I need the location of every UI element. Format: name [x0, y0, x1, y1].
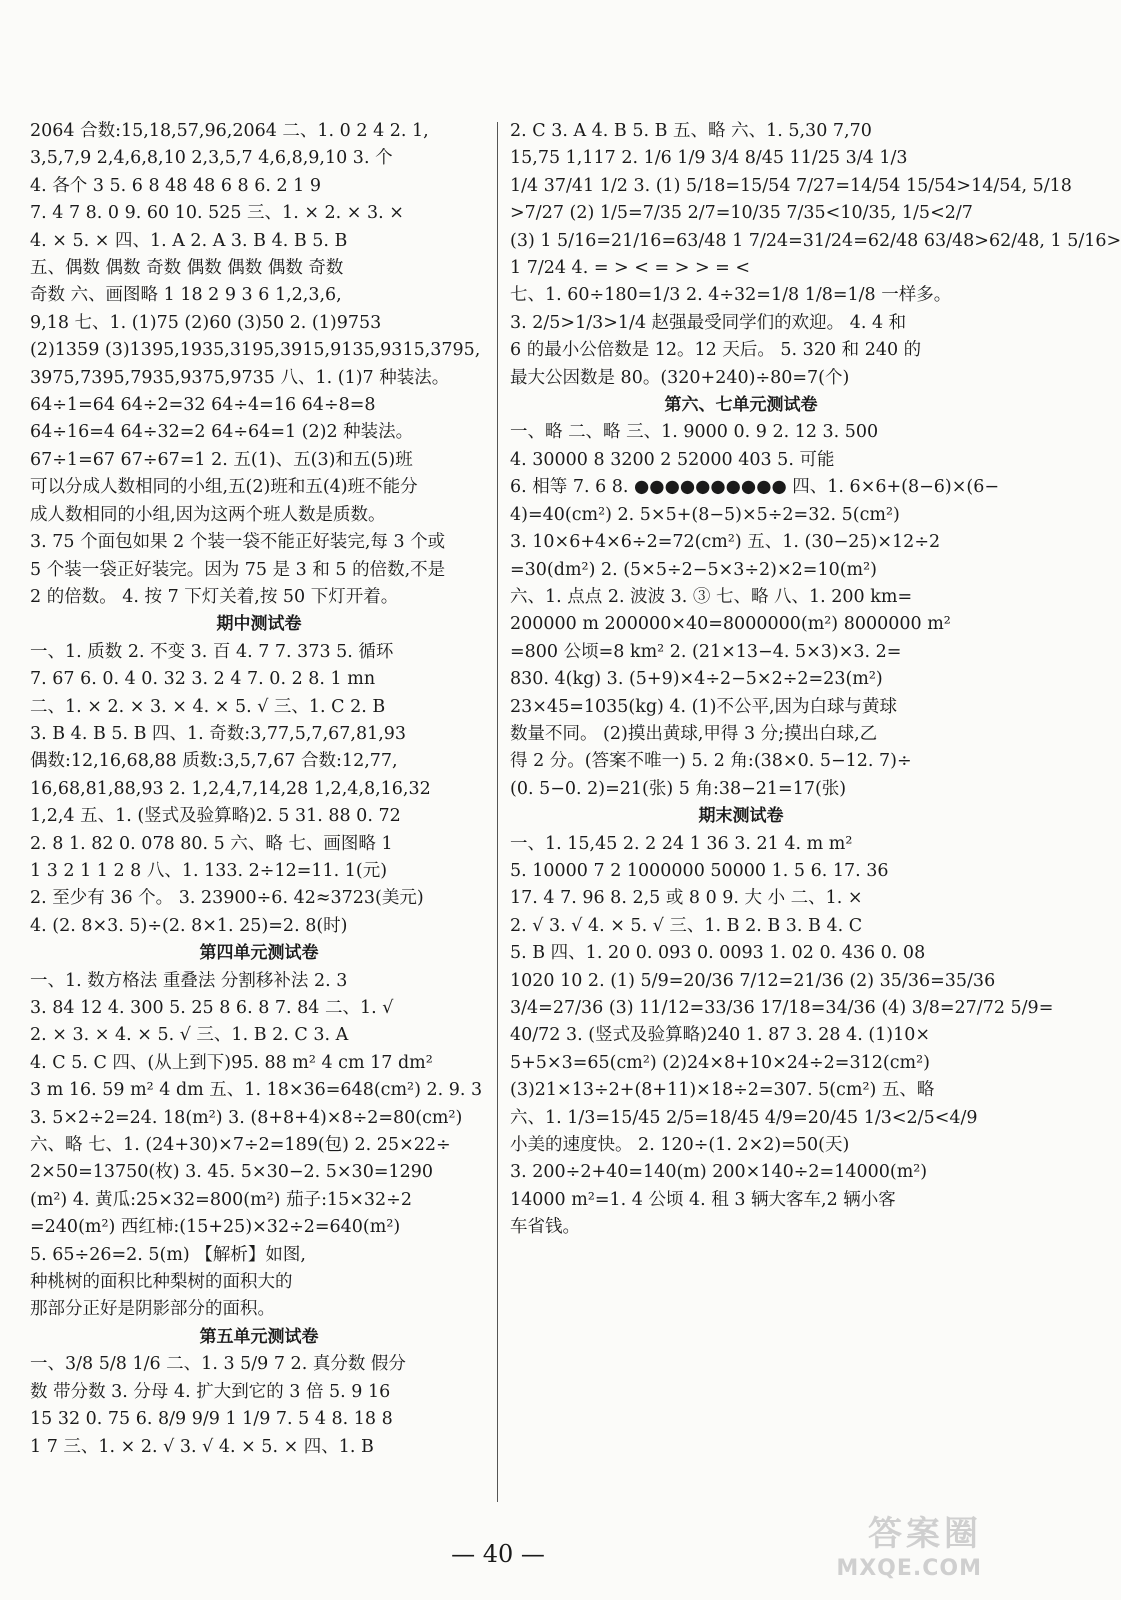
answer-line: 车省钱。: [510, 1217, 580, 1238]
answer-line: 奇数 六、画图略 1 18 2 9 3 6 1,2,3,6,: [30, 285, 342, 306]
answer-line: 7. 4 7 8. 0 9. 60 10. 525 三、1. × 2. × 3. ×: [30, 203, 404, 224]
answer-line: 一、1. 数方格法 重叠法 分割移补法 2. 3: [30, 970, 348, 991]
answer-line: 3. 5×2÷2=24. 18(m²) 3. (8+8+4)×8÷2=80(cm²): [30, 1107, 463, 1128]
answer-line: 830. 4(kg) 3. (5+9)×4÷2−5×2÷2=23(m²): [510, 669, 883, 690]
answer-line: 9,18 七、1. (1)75 (2)60 (3)50 2. (1)9753: [30, 312, 382, 333]
answer-line: 4. × 5. × 四、1. A 2. A 3. B 4. B 5. B: [30, 230, 348, 251]
answer-line: (0. 5−0. 2)=21(张) 5 角:38−21=17(张): [510, 778, 847, 799]
answer-line: 3/4=27/36 (3) 11/12=33/36 17/18=34/36 (4) 3/8=27/72 5/9=: [510, 998, 1054, 1018]
section-heading: 第四单元测试卷: [199, 943, 319, 964]
answer-line: 一、1. 15,45 2. 2 24 1 36 3. 21 4. m m²: [510, 833, 853, 854]
answer-line: 六、1. 点点 2. 波波 3. ③ 七、略 八、1. 200 km=: [510, 586, 913, 607]
answer-line: 最大公因数是 80。(320+240)÷80=7(个): [510, 367, 850, 388]
answer-line: 一、3/8 5/8 1/6 二、1. 3 5/9 7 2. 真分数 假分: [30, 1354, 406, 1375]
section-heading: 第五单元测试卷: [199, 1326, 319, 1347]
answer-line: 64÷16=4 64÷32=2 64÷64=1 (2)2 种装法。: [30, 422, 414, 443]
answer-line: 一、1. 质数 2. 不变 3. 百 4. 7 7. 373 5. 循环: [30, 641, 394, 662]
answer-line: 3. 200÷2+40=140(m) 200×140÷2=14000(m²): [510, 1162, 928, 1183]
answer-line: (3) 1 5/16=21/16=63/48 1 7/24=31/24=62/48 63/48>62/48, 1 5/16>: [510, 230, 1121, 251]
answer-line: 200000 m 200000×40=8000000(m²) 8000000 m²: [510, 614, 951, 635]
column-divider: [497, 122, 498, 1502]
answer-line: (2)1359 (3)1395,1935,3195,3915,9135,9315,3795,: [30, 340, 481, 361]
answer-line: 1020 10 2. (1) 5/9=20/36 7/12=21/36 (2) 35/36=35/36: [510, 970, 996, 991]
answer-line: 7. 67 6. 0. 4 0. 32 3. 2 4 7. 0. 2 8. 1 mn: [30, 669, 376, 690]
answer-line: 15,75 1,117 2. 1/6 1/9 3/4 8/45 11/25 3/4 1/3: [510, 148, 908, 169]
section-heading: 第六、七单元测试卷: [664, 395, 818, 416]
answer-line: 那部分正好是阴影部分的面积。: [30, 1299, 275, 1320]
answer-line: 3. B 4. B 5. B 四、1. 奇数:3,77,5,7,67,81,93: [30, 723, 407, 744]
left-answer-column: [30, 118, 488, 1461]
watermark-url: MXQE.COM: [836, 1556, 982, 1581]
answer-line: 种桃树的面积比种梨树的面积大的: [30, 1272, 293, 1293]
answer-line: 4. (2. 8×3. 5)÷(2. 8×1. 25)=2. 8(时): [30, 915, 348, 936]
answer-line: 17. 4 7. 96 8. 2,5 或 8 0 9. 大 小 二、1. ×: [510, 888, 863, 909]
answer-line: 1 3 2 1 1 2 8 八、1. 133. 2÷12=11. 1(元): [30, 860, 388, 881]
answer-line: 1,2,4 五、1. (竖式及验算略)2. 5 31. 88 0. 72: [30, 806, 401, 827]
page-number: — 40 —: [451, 1540, 545, 1568]
answer-line: 3. 75 个面包如果 2 个装一袋不能正好装完,每 3 个或: [30, 532, 446, 553]
answer-line: 15 32 0. 75 6. 8/9 9/9 1 1/9 7. 5 4 8. 18 8: [30, 1409, 393, 1430]
answer-line: 3,5,7,9 2,4,6,8,10 2,3,5,7 4,6,8,9,10 3. 个: [30, 148, 393, 169]
answer-line: 5. 65÷26=2. 5(m) 【解析】如图,: [30, 1244, 306, 1265]
answer-line: 一、略 二、略 三、1. 9000 0. 9 2. 12 3. 500: [510, 422, 879, 443]
answer-line: 2. C 3. A 4. B 5. B 五、略 六、1. 5,30 7,70: [510, 121, 872, 141]
watermark-logo-text: 答案圈: [868, 1514, 982, 1554]
answer-line: 七、1. 60÷180=1/3 2. 4÷32=1/8 1/8=1/8 一样多。: [510, 285, 952, 306]
answer-line: 1 7/24 4. = > < = > > = <: [510, 258, 751, 279]
answer-line: (m²) 4. 黄瓜:25×32=800(m²) 茄子:15×32÷2: [30, 1189, 412, 1210]
answer-line: 1 7 三、1. × 2. √ 3. √ 4. × 5. × 四、1. B: [30, 1436, 374, 1457]
answer-line: 67÷1=67 67÷67=1 2. 五(1)、五(3)和五(5)班: [30, 449, 413, 470]
answer-line: 2064 合数:15,18,57,96,2064 二、1. 0 2 4 2. 1,: [30, 121, 429, 141]
right-answer-column: [510, 118, 1121, 1242]
answer-line: 数 带分数 3. 分母 4. 扩大到它的 3 倍 5. 9 16: [30, 1381, 391, 1402]
answer-line: 5 个装一袋正好装完。因为 75 是 3 和 5 的倍数,不是: [30, 559, 446, 580]
answer-line: 2×50=13750(枚) 3. 45. 5×30−2. 5×30=1290: [30, 1162, 434, 1183]
answer-line: 16,68,81,88,93 2. 1,2,4,7,14,28 1,2,4,8,16,32: [30, 778, 431, 799]
answer-line: 数量不同。 (2)摸出黄球,甲得 3 分;摸出白球,乙: [510, 723, 878, 744]
answer-line: 5. 10000 7 2 1000000 50000 1. 5 6. 17. 36: [510, 860, 889, 881]
answer-line: 2. × 3. × 4. × 5. √ 三、1. B 2. C 3. A: [30, 1025, 349, 1046]
answer-line: 3975,7395,7935,9375,9735 八、1. (1)7 种装法。: [30, 367, 450, 388]
answer-line: 3. 10×6+4×6÷2=72(cm²) 五、1. (30−25)×12÷2: [510, 532, 941, 553]
answer-line: 64÷1=64 64÷2=32 64÷4=16 64÷8=8: [30, 395, 376, 416]
answer-line: 2. 至少有 36 个。 3. 23900÷6. 42≈3723(美元): [30, 888, 424, 909]
answer-line: (3)21×13÷2+(8+11)×18÷2=307. 5(cm²) 五、略: [510, 1080, 935, 1101]
answer-line: 2. √ 3. √ 4. × 5. √ 三、1. B 2. B 3. B 4. C: [510, 915, 863, 936]
answer-line: 二、1. × 2. × 3. × 4. × 5. √ 三、1. C 2. B: [30, 696, 386, 717]
answer-line: 4. C 5. C 四、(从上到下)95. 88 m² 4 cm 17 dm²: [30, 1052, 433, 1073]
answer-line: 4)=40(cm²) 2. 5×5+(8−5)×5÷2=32. 5(cm²): [510, 504, 900, 525]
answer-line: 可以分成人数相同的小组,五(2)班和五(4)班不能分: [30, 477, 418, 498]
answer-line: 偶数:12,16,68,88 质数:3,5,7,67 合数:12,77,: [30, 751, 398, 772]
answer-line: 23×45=1035(kg) 4. (1)不公平,因为白球与黄球: [510, 696, 898, 717]
site-watermark: [782, 1512, 982, 1592]
answer-line: 4. 30000 8 3200 2 52000 403 5. 可能: [510, 449, 835, 470]
answer-line: 成人数相同的小组,因为这两个班人数是质数。: [30, 504, 386, 525]
answer-line: 3. 84 12 4. 300 5. 25 8 6. 8 7. 84 二、1. √: [30, 998, 394, 1018]
answer-line: 14000 m²=1. 4 公顷 4. 租 3 辆大客车,2 辆小客: [510, 1189, 896, 1210]
answer-line: =30(dm²) 2. (5×5÷2−5×3÷2)×2=10(m²): [510, 559, 877, 580]
answer-line: 5+5×3=65(cm²) (2)24×8+10×24÷2=312(cm²): [510, 1052, 930, 1073]
answer-line: 五、偶数 偶数 奇数 偶数 偶数 偶数 奇数: [30, 258, 344, 279]
section-heading: 期末测试卷: [698, 806, 784, 827]
answer-line: 6 的最小公倍数是 12。12 天后。 5. 320 和 240 的: [510, 340, 922, 361]
answer-line: 2. 8 1. 82 0. 078 80. 5 六、略 七、画图略 1: [30, 833, 393, 854]
section-heading: 期中测试卷: [216, 614, 302, 635]
answer-line: >7/27 (2) 1/5=7/35 2/7=10/35 7/35<10/35, 1/5<2/7: [510, 203, 973, 224]
answer-line: 2 的倍数。 4. 按 7 下灯关着,按 50 下灯开着。: [30, 586, 399, 607]
answer-line: =800 公顷=8 km² 2. (21×13−4. 5×3)×3. 2=: [510, 641, 902, 662]
answer-line: 得 2 分。(答案不唯一) 5. 2 角:(38×0. 5−12. 7)÷: [510, 751, 912, 772]
answer-line: 3. 2/5>1/3>1/4 赵强最受同学们的欢迎。 4. 4 和: [510, 312, 907, 333]
answer-line: 1/4 37/41 1/2 3. (1) 5/18=15/54 7/27=14/54 15/54>14/54, 5/18: [510, 175, 1072, 196]
answer-line: 六、略 七、1. (24+30)×7÷2=189(包) 2. 25×22÷: [30, 1135, 451, 1156]
answer-line: 5. B 四、1. 20 0. 093 0. 0093 1. 02 0. 436 0. 08: [510, 943, 926, 964]
answer-line: 6. 相等 7. 6 8. ●●●●●●●●●● 四、1. 6×6+(8−6)×(6−: [510, 477, 1000, 498]
answer-line: 小美的速度快。 2. 120÷(1. 2×2)=50(天): [510, 1135, 850, 1156]
answer-line: 3 m 16. 59 m² 4 dm 五、1. 18×36=648(cm²) 2. 9. 3: [30, 1080, 483, 1101]
answer-line: 4. 各个 3 5. 6 8 48 48 6 8 6. 2 1 9: [30, 175, 322, 196]
answer-line: 40/72 3. (竖式及验算略)240 1. 87 3. 28 4. (1)10×: [510, 1025, 931, 1046]
answer-line: 六、1. 1/3=15/45 2/5=18/45 4/9=20/45 1/3<2/5<4/9: [510, 1107, 978, 1128]
answer-line: =240(m²) 西红柿:(15+25)×32÷2=640(m²): [30, 1217, 401, 1238]
